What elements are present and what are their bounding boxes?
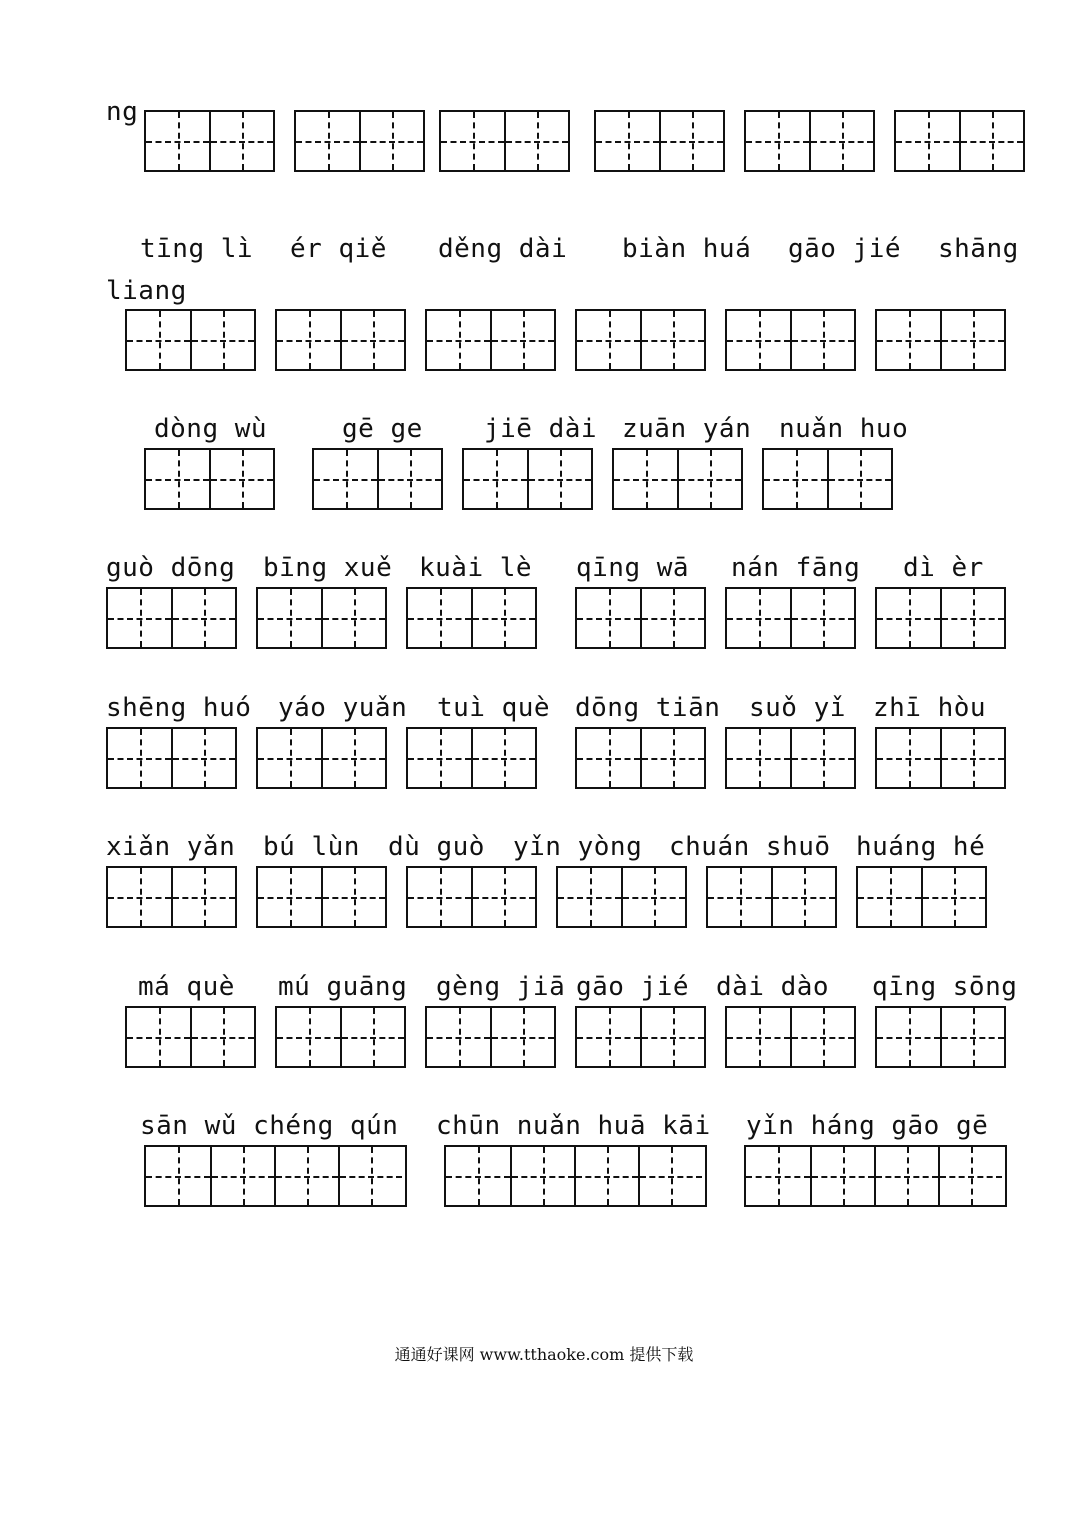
tianzige-cell[interactable] (296, 112, 359, 170)
writing-grid[interactable] (125, 309, 256, 371)
tianzige-cell[interactable] (504, 112, 568, 170)
tianzige-cell[interactable] (464, 450, 527, 508)
writing-grid[interactable] (275, 309, 406, 371)
pinyin-label: tīng lì (140, 234, 254, 264)
pinyin-label: dòng wù (154, 414, 268, 444)
tianzige-cell[interactable] (790, 311, 854, 369)
writing-grid[interactable] (439, 110, 570, 172)
tianzige-cell[interactable] (209, 112, 273, 170)
writing-grid[interactable] (256, 727, 387, 789)
pinyin-label: ér qiě (290, 234, 387, 264)
writing-grid[interactable] (406, 727, 537, 789)
writing-grid[interactable] (425, 309, 556, 371)
writing-grid[interactable] (294, 110, 425, 172)
pinyin-label: nán fāng (731, 553, 861, 583)
tianzige-cell[interactable] (408, 589, 471, 647)
tianzige-cell[interactable] (640, 1008, 704, 1066)
tianzige-cell[interactable] (727, 1008, 790, 1066)
tianzige-cell[interactable] (210, 1147, 274, 1205)
writing-grid[interactable] (575, 727, 706, 789)
pinyin-label: mú guāng (278, 972, 408, 1002)
tianzige-cell[interactable] (577, 589, 640, 647)
pinyin-label-wrap: liang (106, 276, 187, 306)
tianzige-cell[interactable] (659, 112, 723, 170)
tianzige-cell[interactable] (127, 1008, 190, 1066)
writing-grid[interactable] (312, 448, 443, 510)
tianzige-cell[interactable] (896, 112, 959, 170)
writing-grid[interactable] (256, 866, 387, 928)
tianzige-cell[interactable] (940, 589, 1004, 647)
tianzige-cell[interactable] (574, 1147, 638, 1205)
tianzige-cell[interactable] (764, 450, 827, 508)
writing-grid[interactable] (144, 1145, 407, 1207)
tianzige-cell[interactable] (171, 729, 235, 787)
tianzige-cell[interactable] (471, 868, 535, 926)
tianzige-cell[interactable] (959, 112, 1023, 170)
tianzige-cell[interactable] (190, 311, 254, 369)
writing-grid[interactable] (256, 587, 387, 649)
tianzige-cell[interactable] (171, 868, 235, 926)
tianzige-cell[interactable] (258, 729, 321, 787)
tianzige-cell[interactable] (340, 1008, 404, 1066)
tianzige-cell[interactable] (727, 729, 790, 787)
tianzige-cell[interactable] (940, 729, 1004, 787)
pinyin-label: xiǎn yǎn (106, 832, 236, 862)
tianzige-cell[interactable] (621, 868, 685, 926)
tianzige-cell[interactable] (408, 868, 471, 926)
tianzige-cell[interactable] (940, 311, 1004, 369)
tianzige-cell[interactable] (810, 1147, 874, 1205)
pinyin-label: gē ge (342, 414, 423, 444)
tianzige-cell[interactable] (877, 729, 940, 787)
tianzige-cell[interactable] (827, 450, 891, 508)
tianzige-cell[interactable] (108, 589, 171, 647)
tianzige-cell[interactable] (359, 112, 423, 170)
pinyin-label: gāo jié (576, 972, 690, 1002)
tianzige-cell[interactable] (258, 589, 321, 647)
tianzige-cell[interactable] (527, 450, 591, 508)
pinyin-label: chūn nuǎn huā kāi (436, 1111, 711, 1141)
footer-credit: 通通好课网 www.tthaoke.com 提供下载 (394, 1345, 694, 1364)
writing-grid[interactable] (275, 1006, 406, 1068)
writing-grid[interactable] (875, 1006, 1006, 1068)
writing-grid[interactable] (856, 866, 987, 928)
writing-grid[interactable] (575, 1006, 706, 1068)
tianzige-cell[interactable] (377, 450, 441, 508)
tianzige-cell[interactable] (809, 112, 873, 170)
writing-grid[interactable] (875, 727, 1006, 789)
tianzige-cell[interactable] (258, 868, 321, 926)
tianzige-cell[interactable] (746, 1147, 810, 1205)
tianzige-cell[interactable] (338, 1147, 402, 1205)
tianzige-cell[interactable] (771, 868, 835, 926)
pinyin-label: děng dài (438, 234, 568, 264)
pinyin-label: shāng (938, 234, 1019, 264)
pinyin-label: bīng xuě (263, 553, 393, 583)
tianzige-cell[interactable] (858, 868, 921, 926)
tianzige-cell[interactable] (108, 729, 171, 787)
writing-grid[interactable] (875, 587, 1006, 649)
tianzige-cell[interactable] (727, 311, 790, 369)
pinyin-label: zhī hòu (873, 693, 987, 723)
pinyin-label: dōng tiān (575, 693, 721, 723)
tianzige-cell[interactable] (640, 729, 704, 787)
pinyin-label: yǐn yòng (513, 832, 643, 862)
tianzige-cell[interactable] (490, 1008, 554, 1066)
tianzige-cell[interactable] (427, 311, 490, 369)
tianzige-cell[interactable] (446, 1147, 510, 1205)
tianzige-cell[interactable] (171, 589, 235, 647)
pinyin-label: má què (138, 972, 235, 1002)
writing-grid[interactable] (744, 110, 875, 172)
writing-grid[interactable] (144, 448, 275, 510)
pinyin-label: qīng wā (576, 553, 690, 583)
writing-grid[interactable] (575, 309, 706, 371)
writing-grid[interactable] (725, 587, 856, 649)
writing-grid[interactable] (575, 587, 706, 649)
writing-grid[interactable] (406, 587, 537, 649)
tianzige-cell[interactable] (146, 450, 209, 508)
pinyin-label: biàn huá (622, 234, 752, 264)
tianzige-cell[interactable] (510, 1147, 574, 1205)
writing-grid[interactable] (762, 448, 893, 510)
tianzige-cell[interactable] (427, 1008, 490, 1066)
tianzige-cell[interactable] (790, 589, 854, 647)
tianzige-cell[interactable] (874, 1147, 938, 1205)
pinyin-label: suǒ yǐ (749, 693, 846, 723)
pinyin-label: chuán shuō (669, 832, 831, 862)
tianzige-cell[interactable] (408, 729, 471, 787)
writing-grid[interactable] (144, 110, 275, 172)
pinyin-label: guò dōng (106, 553, 236, 583)
tianzige-cell[interactable] (640, 589, 704, 647)
pinyin-label: ng (106, 97, 139, 127)
tianzige-cell[interactable] (127, 311, 190, 369)
tianzige-cell[interactable] (441, 112, 504, 170)
tianzige-cell[interactable] (209, 450, 273, 508)
tianzige-cell[interactable] (190, 1008, 254, 1066)
writing-grid[interactable] (406, 866, 537, 928)
pinyin-label: gāo jié (788, 234, 902, 264)
writing-grid[interactable] (725, 309, 856, 371)
pinyin-label: tuì què (437, 693, 551, 723)
tianzige-cell[interactable] (108, 868, 171, 926)
tianzige-cell[interactable] (877, 1008, 940, 1066)
tianzige-cell[interactable] (321, 868, 385, 926)
tianzige-cell[interactable] (596, 112, 659, 170)
tianzige-cell[interactable] (321, 589, 385, 647)
pinyin-label: dài dào (716, 972, 830, 1002)
writing-grid[interactable] (875, 309, 1006, 371)
tianzige-cell[interactable] (471, 729, 535, 787)
writing-grid[interactable] (612, 448, 743, 510)
tianzige-cell[interactable] (146, 112, 209, 170)
tianzige-cell[interactable] (790, 729, 854, 787)
tianzige-cell[interactable] (274, 1147, 338, 1205)
tianzige-cell[interactable] (790, 1008, 854, 1066)
writing-grid[interactable] (744, 1145, 1007, 1207)
tianzige-cell[interactable] (577, 729, 640, 787)
tianzige-cell[interactable] (277, 311, 340, 369)
tianzige-cell[interactable] (146, 1147, 210, 1205)
writing-grid[interactable] (594, 110, 725, 172)
tianzige-cell[interactable] (340, 311, 404, 369)
tianzige-cell[interactable] (321, 729, 385, 787)
tianzige-cell[interactable] (921, 868, 985, 926)
pinyin-label: yǐn háng gāo gē (746, 1111, 989, 1141)
tianzige-cell[interactable] (727, 589, 790, 647)
writing-grid[interactable] (106, 587, 237, 649)
pinyin-label: qīng sōng (872, 972, 1018, 1002)
writing-grid[interactable] (444, 1145, 707, 1207)
tianzige-cell[interactable] (314, 450, 377, 508)
writing-grid[interactable] (106, 866, 237, 928)
tianzige-cell[interactable] (640, 311, 704, 369)
tianzige-cell[interactable] (277, 1008, 340, 1066)
pinyin-label: bú lùn (263, 832, 360, 862)
tianzige-cell[interactable] (877, 589, 940, 647)
pinyin-label: gèng jiā (436, 972, 566, 1002)
pinyin-label: huáng hé (856, 832, 986, 862)
pinyin-label: yáo yuǎn (278, 693, 408, 723)
tianzige-cell[interactable] (708, 868, 771, 926)
pinyin-label: nuǎn huo (779, 414, 909, 444)
pinyin-label: dì èr (903, 553, 984, 583)
writing-grid[interactable] (725, 727, 856, 789)
writing-grid[interactable] (425, 1006, 556, 1068)
pinyin-label: sān wǔ chéng qún (140, 1111, 399, 1141)
writing-grid[interactable] (894, 110, 1025, 172)
tianzige-cell[interactable] (746, 112, 809, 170)
tianzige-cell[interactable] (577, 311, 640, 369)
writing-grid[interactable] (725, 1006, 856, 1068)
writing-grid[interactable] (462, 448, 593, 510)
tianzige-cell[interactable] (877, 311, 940, 369)
tianzige-cell[interactable] (940, 1008, 1004, 1066)
writing-grid[interactable] (706, 866, 837, 928)
writing-grid[interactable] (125, 1006, 256, 1068)
tianzige-cell[interactable] (558, 868, 621, 926)
pinyin-label: kuài lè (419, 553, 533, 583)
tianzige-cell[interactable] (614, 450, 677, 508)
writing-grid[interactable] (106, 727, 237, 789)
tianzige-cell[interactable] (677, 450, 741, 508)
pinyin-label: shēng huó (106, 693, 252, 723)
tianzige-cell[interactable] (938, 1147, 1002, 1205)
pinyin-label: dù guò (388, 832, 485, 862)
tianzige-cell[interactable] (471, 589, 535, 647)
tianzige-cell[interactable] (638, 1147, 702, 1205)
pinyin-label: zuān yán (622, 414, 752, 444)
writing-grid[interactable] (556, 866, 687, 928)
pinyin-label: jiē dài (484, 414, 598, 444)
tianzige-cell[interactable] (490, 311, 554, 369)
tianzige-cell[interactable] (577, 1008, 640, 1066)
